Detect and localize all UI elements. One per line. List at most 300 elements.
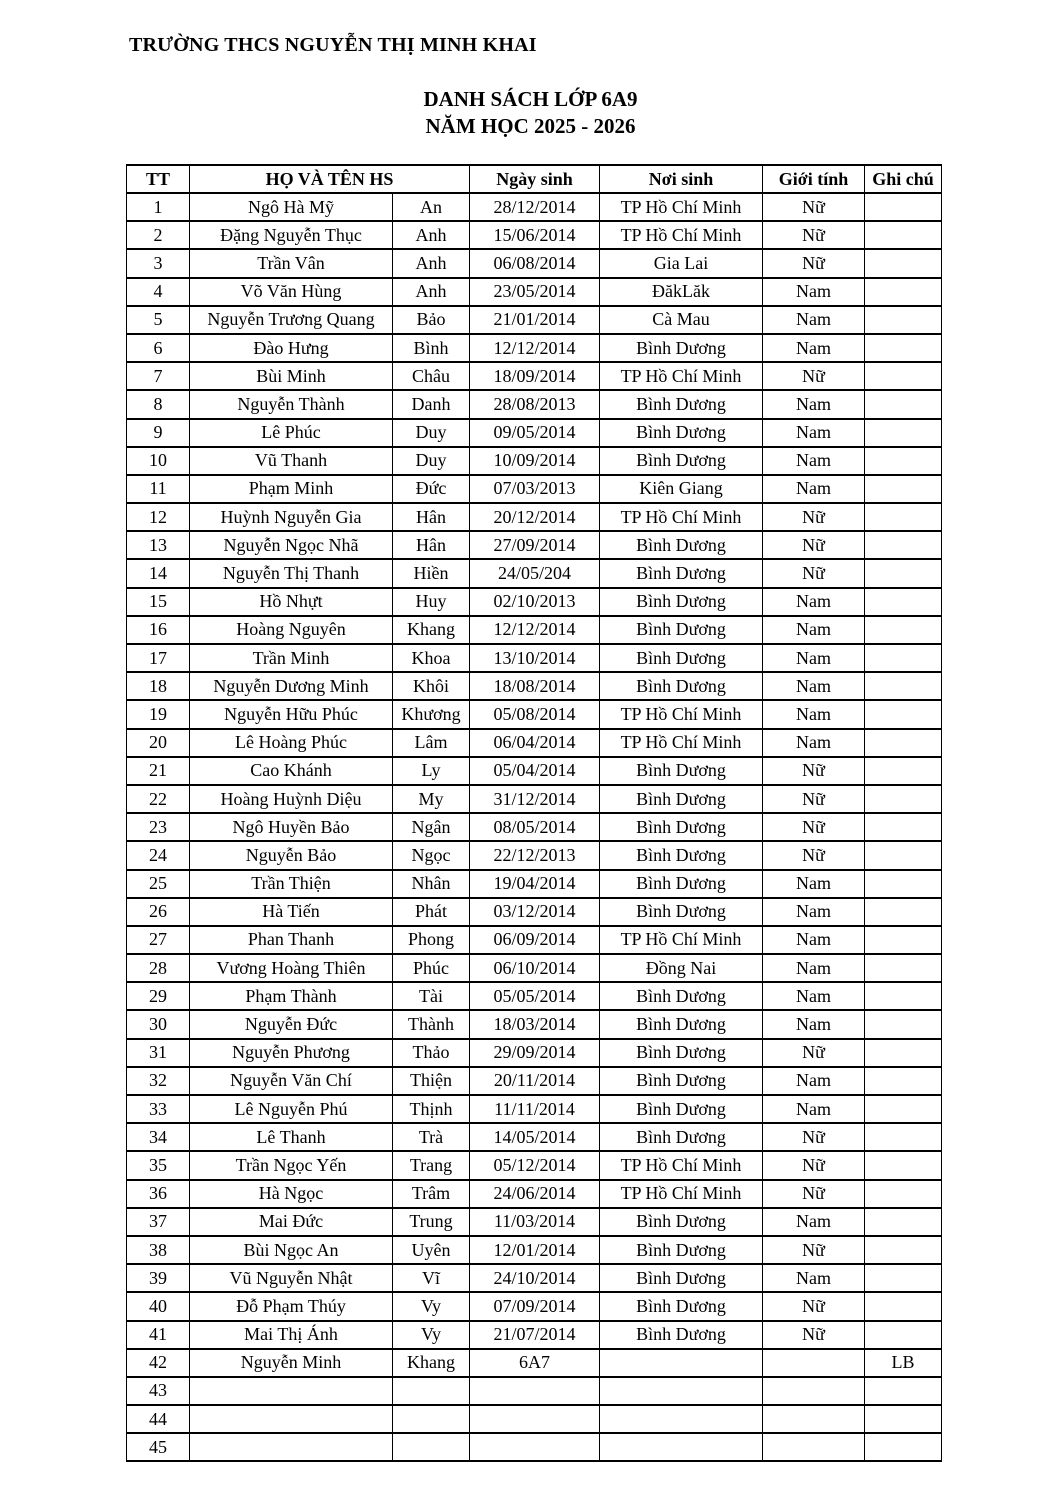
gender-cell: Nữ — [763, 841, 865, 869]
birth-place-cell: Bình Dương — [600, 644, 763, 672]
student-first-name-cell: Anh — [393, 249, 470, 277]
birth-place-cell: Bình Dương — [600, 757, 763, 785]
birth-place-cell: Bình Dương — [600, 1095, 763, 1123]
row-number-cell: 28 — [127, 954, 190, 982]
student-last-name-cell: Đặng Nguyễn Thục — [190, 221, 393, 249]
birth-date-cell: 23/05/2014 — [470, 278, 600, 306]
row-number-cell: 31 — [127, 1039, 190, 1067]
student-first-name-cell: Bảo — [393, 306, 470, 334]
gender-cell: Nữ — [763, 1292, 865, 1320]
birth-place-cell: Bình Dương — [600, 559, 763, 587]
student-first-name-cell: Ly — [393, 757, 470, 785]
note-cell — [865, 249, 942, 277]
row-number-cell: 32 — [127, 1067, 190, 1095]
row-number-cell: 34 — [127, 1123, 190, 1151]
student-first-name-cell: Hân — [393, 503, 470, 531]
table-row — [127, 1123, 942, 1151]
note-cell — [865, 644, 942, 672]
birth-place-cell: Bình Dương — [600, 419, 763, 447]
row-number-cell: 12 — [127, 503, 190, 531]
birth-place-cell: TP Hồ Chí Minh — [600, 926, 763, 954]
student-last-name-cell: Nguyễn Ngọc Nhã — [190, 531, 393, 559]
gender-cell: Nữ — [763, 193, 865, 221]
birth-place-cell: TP Hồ Chí Minh — [600, 1180, 763, 1208]
student-last-name-cell: Vũ Nguyễn Nhật — [190, 1264, 393, 1292]
student-last-name-cell: Lê Phúc — [190, 419, 393, 447]
student-first-name-cell: Tài — [393, 982, 470, 1010]
row-number-cell: 42 — [127, 1349, 190, 1377]
row-number-cell: 22 — [127, 785, 190, 813]
birth-date-cell: 28/08/2013 — [470, 390, 600, 418]
gender-cell: Nam — [763, 700, 865, 728]
row-number-cell: 10 — [127, 447, 190, 475]
gender-cell — [763, 1377, 865, 1405]
birth-date-cell: 11/03/2014 — [470, 1208, 600, 1236]
birth-place-cell: Bình Dương — [600, 1292, 763, 1320]
birth-place-cell: Bình Dương — [600, 1067, 763, 1095]
note-cell — [865, 870, 942, 898]
birth-date-cell: 12/01/2014 — [470, 1236, 600, 1264]
birth-place-cell — [600, 1377, 763, 1405]
gender-cell: Nam — [763, 672, 865, 700]
student-last-name-cell: Đỗ Phạm Thúy — [190, 1292, 393, 1320]
birth-date-cell: 13/10/2014 — [470, 644, 600, 672]
student-last-name-cell — [190, 1405, 393, 1433]
student-first-name-cell: Anh — [393, 278, 470, 306]
row-number-cell: 11 — [127, 475, 190, 503]
row-number-cell: 43 — [127, 1377, 190, 1405]
row-number-cell: 36 — [127, 1180, 190, 1208]
row-number-cell: 7 — [127, 362, 190, 390]
gender-cell: Nam — [763, 588, 865, 616]
row-number-cell: 26 — [127, 898, 190, 926]
row-number-cell: 37 — [127, 1208, 190, 1236]
note-cell — [865, 447, 942, 475]
birth-place-cell: Bình Dương — [600, 588, 763, 616]
student-last-name-cell: Mai Thị Ánh — [190, 1321, 393, 1349]
row-number-cell: 17 — [127, 644, 190, 672]
student-first-name-cell: Thiện — [393, 1067, 470, 1095]
note-cell — [865, 954, 942, 982]
note-cell — [865, 1039, 942, 1067]
note-cell — [865, 531, 942, 559]
table-row — [127, 898, 942, 926]
birth-place-cell: TP Hồ Chí Minh — [600, 700, 763, 728]
gender-cell: Nam — [763, 1208, 865, 1236]
table-row — [127, 1321, 942, 1349]
table-row — [127, 757, 942, 785]
roster-body — [127, 193, 942, 1461]
student-first-name-cell: Trang — [393, 1151, 470, 1179]
student-first-name-cell: An — [393, 193, 470, 221]
row-number-cell: 19 — [127, 700, 190, 728]
table-row — [127, 616, 942, 644]
student-last-name-cell: Đào Hưng — [190, 334, 393, 362]
note-cell — [865, 1292, 942, 1320]
student-first-name-cell: Thành — [393, 1010, 470, 1038]
note-cell — [865, 616, 942, 644]
row-number-cell: 41 — [127, 1321, 190, 1349]
note-cell — [865, 334, 942, 362]
birth-date-cell: 24/05/204 — [470, 559, 600, 587]
row-number-cell: 16 — [127, 616, 190, 644]
table-row — [127, 1292, 942, 1320]
birth-place-cell: Bình Dương — [600, 1321, 763, 1349]
gender-cell: Nam — [763, 982, 865, 1010]
gender-cell: Nam — [763, 870, 865, 898]
student-first-name-cell: Vy — [393, 1292, 470, 1320]
gender-cell: Nữ — [763, 1123, 865, 1151]
table-row — [127, 1180, 942, 1208]
birth-date-cell: 20/11/2014 — [470, 1067, 600, 1095]
row-number-cell: 38 — [127, 1236, 190, 1264]
student-last-name-cell: Hà Ngọc — [190, 1180, 393, 1208]
birth-place-cell: Bình Dương — [600, 982, 763, 1010]
birth-date-cell: 02/10/2013 — [470, 588, 600, 616]
birth-date-cell: 05/04/2014 — [470, 757, 600, 785]
note-cell — [865, 982, 942, 1010]
student-first-name-cell: Nhân — [393, 870, 470, 898]
class-roster-table — [126, 164, 942, 1462]
birth-place-cell — [600, 1405, 763, 1433]
note-cell — [865, 1123, 942, 1151]
header-pob: Nơi sinh — [600, 165, 763, 193]
birth-date-cell: 18/08/2014 — [470, 672, 600, 700]
gender-cell: Nam — [763, 644, 865, 672]
student-last-name-cell: Võ Văn Hùng — [190, 278, 393, 306]
student-last-name-cell: Nguyễn Thành — [190, 390, 393, 418]
note-cell — [865, 1433, 942, 1461]
birth-date-cell: 09/05/2014 — [470, 419, 600, 447]
birth-date-cell: 06/04/2014 — [470, 729, 600, 757]
birth-date-cell: 05/12/2014 — [470, 1151, 600, 1179]
student-last-name-cell: Nguyễn Trương Quang — [190, 306, 393, 334]
note-cell — [865, 1405, 942, 1433]
birth-place-cell: Gia Lai — [600, 249, 763, 277]
gender-cell: Nam — [763, 898, 865, 926]
student-first-name-cell: Khương — [393, 700, 470, 728]
birth-date-cell: 21/01/2014 — [470, 306, 600, 334]
table-row — [127, 362, 942, 390]
gender-cell: Nữ — [763, 1236, 865, 1264]
gender-cell: Nữ — [763, 362, 865, 390]
document-subtitle: NĂM HỌC 2025 - 2026 — [425, 114, 636, 138]
note-cell — [865, 813, 942, 841]
student-first-name-cell: Vy — [393, 1321, 470, 1349]
student-last-name-cell: Trần Minh — [190, 644, 393, 672]
row-number-cell: 29 — [127, 982, 190, 1010]
student-first-name-cell: Danh — [393, 390, 470, 418]
student-last-name-cell: Hoàng Nguyên — [190, 616, 393, 644]
row-number-cell: 15 — [127, 588, 190, 616]
student-first-name-cell — [393, 1405, 470, 1433]
birth-date-cell — [470, 1377, 600, 1405]
table-row — [127, 1236, 942, 1264]
student-first-name-cell: Bình — [393, 334, 470, 362]
note-cell — [865, 1208, 942, 1236]
student-first-name-cell: Hân — [393, 531, 470, 559]
gender-cell: Nam — [763, 729, 865, 757]
birth-date-cell: 18/09/2014 — [470, 362, 600, 390]
note-cell — [865, 841, 942, 869]
birth-date-cell: 11/11/2014 — [470, 1095, 600, 1123]
gender-cell: Nữ — [763, 249, 865, 277]
student-first-name-cell: Phát — [393, 898, 470, 926]
table-row — [127, 475, 942, 503]
birth-place-cell: Bình Dương — [600, 898, 763, 926]
birth-date-cell: 12/12/2014 — [470, 616, 600, 644]
note-cell — [865, 785, 942, 813]
table-header-row — [127, 165, 942, 193]
birth-date-cell: 27/09/2014 — [470, 531, 600, 559]
document-title: DANH SÁCH LỚP 6A9 — [423, 87, 638, 111]
school-name: TRƯỜNG THCS NGUYỄN THỊ MINH KHAI — [129, 34, 537, 56]
birth-date-cell: 03/12/2014 — [470, 898, 600, 926]
student-first-name-cell: My — [393, 785, 470, 813]
table-row — [127, 306, 942, 334]
birth-place-cell: Bình Dương — [600, 672, 763, 700]
row-number-cell: 39 — [127, 1264, 190, 1292]
table-row — [127, 559, 942, 587]
table-row — [127, 503, 942, 531]
table-row — [127, 982, 942, 1010]
student-last-name-cell: Lê Nguyễn Phú — [190, 1095, 393, 1123]
table-row — [127, 813, 942, 841]
gender-cell: Nữ — [763, 559, 865, 587]
note-cell — [865, 1010, 942, 1038]
birth-date-cell: 05/05/2014 — [470, 982, 600, 1010]
gender-cell: Nữ — [763, 503, 865, 531]
table-row — [127, 954, 942, 982]
student-first-name-cell: Khôi — [393, 672, 470, 700]
note-cell — [865, 672, 942, 700]
row-number-cell: 9 — [127, 419, 190, 447]
gender-cell: Nam — [763, 447, 865, 475]
note-cell — [865, 700, 942, 728]
birth-place-cell: TP Hồ Chí Minh — [600, 362, 763, 390]
note-cell — [865, 1180, 942, 1208]
birth-place-cell: Bình Dương — [600, 1236, 763, 1264]
row-number-cell: 40 — [127, 1292, 190, 1320]
student-first-name-cell: Khang — [393, 616, 470, 644]
note-cell — [865, 390, 942, 418]
table-row — [127, 926, 942, 954]
gender-cell: Nam — [763, 616, 865, 644]
student-last-name-cell: Nguyễn Văn Chí — [190, 1067, 393, 1095]
birth-date-cell: 08/05/2014 — [470, 813, 600, 841]
student-last-name-cell: Phạm Minh — [190, 475, 393, 503]
birth-place-cell: Bình Dương — [600, 1039, 763, 1067]
student-first-name-cell: Đức — [393, 475, 470, 503]
student-last-name-cell: Vũ Thanh — [190, 447, 393, 475]
table-row — [127, 334, 942, 362]
student-last-name-cell: Trần Thiện — [190, 870, 393, 898]
birth-place-cell: Bình Dương — [600, 1123, 763, 1151]
student-last-name-cell: Trần Vân — [190, 249, 393, 277]
table-row — [127, 1067, 942, 1095]
gender-cell: Nữ — [763, 1039, 865, 1067]
student-last-name-cell: Lê Hoàng Phúc — [190, 729, 393, 757]
table-row — [127, 672, 942, 700]
student-last-name-cell: Hồ Nhựt — [190, 588, 393, 616]
student-first-name-cell: Châu — [393, 362, 470, 390]
gender-cell: Nam — [763, 419, 865, 447]
note-cell: LB — [865, 1349, 942, 1377]
table-row — [127, 1433, 942, 1461]
row-number-cell: 35 — [127, 1151, 190, 1179]
birth-place-cell: ĐăkLăk — [600, 278, 763, 306]
birth-place-cell: Bình Dương — [600, 785, 763, 813]
table-row — [127, 221, 942, 249]
student-last-name-cell: Phan Thanh — [190, 926, 393, 954]
student-first-name-cell: Thịnh — [393, 1095, 470, 1123]
birth-date-cell: 05/08/2014 — [470, 700, 600, 728]
row-number-cell: 25 — [127, 870, 190, 898]
gender-cell: Nữ — [763, 785, 865, 813]
note-cell — [865, 419, 942, 447]
gender-cell: Nam — [763, 475, 865, 503]
birth-date-cell — [470, 1433, 600, 1461]
row-number-cell: 3 — [127, 249, 190, 277]
gender-cell: Nữ — [763, 1180, 865, 1208]
birth-date-cell: 29/09/2014 — [470, 1039, 600, 1067]
row-number-cell: 45 — [127, 1433, 190, 1461]
student-last-name-cell: Lê Thanh — [190, 1123, 393, 1151]
row-number-cell: 2 — [127, 221, 190, 249]
gender-cell: Nam — [763, 1067, 865, 1095]
student-first-name-cell: Trung — [393, 1208, 470, 1236]
table-row — [127, 1208, 942, 1236]
table-row — [127, 870, 942, 898]
birth-place-cell: TP Hồ Chí Minh — [600, 1151, 763, 1179]
note-cell — [865, 1321, 942, 1349]
gender-cell: Nam — [763, 1264, 865, 1292]
birth-place-cell: Cà Mau — [600, 306, 763, 334]
note-cell — [865, 503, 942, 531]
student-first-name-cell — [393, 1433, 470, 1461]
student-first-name-cell: Trà — [393, 1123, 470, 1151]
birth-place-cell: Bình Dương — [600, 447, 763, 475]
table-row — [127, 1151, 942, 1179]
note-cell — [865, 306, 942, 334]
note-cell — [865, 1067, 942, 1095]
note-cell — [865, 926, 942, 954]
birth-date-cell: 31/12/2014 — [470, 785, 600, 813]
header-note: Ghi chú — [865, 165, 942, 193]
student-first-name-cell: Hiền — [393, 559, 470, 587]
birth-date-cell: 19/04/2014 — [470, 870, 600, 898]
gender-cell: Nữ — [763, 813, 865, 841]
student-last-name-cell: Huỳnh Nguyễn Gia — [190, 503, 393, 531]
student-last-name-cell — [190, 1433, 393, 1461]
birth-date-cell: 18/03/2014 — [470, 1010, 600, 1038]
table-row — [127, 841, 942, 869]
birth-date-cell: 06/08/2014 — [470, 249, 600, 277]
gender-cell — [763, 1433, 865, 1461]
row-number-cell: 8 — [127, 390, 190, 418]
birth-place-cell: Bình Dương — [600, 334, 763, 362]
row-number-cell: 21 — [127, 757, 190, 785]
gender-cell: Nữ — [763, 757, 865, 785]
student-first-name-cell: Trâm — [393, 1180, 470, 1208]
note-cell — [865, 475, 942, 503]
table-row — [127, 390, 942, 418]
student-first-name-cell: Khoa — [393, 644, 470, 672]
student-first-name-cell: Lâm — [393, 729, 470, 757]
table-row — [127, 1377, 942, 1405]
birth-date-cell: 10/09/2014 — [470, 447, 600, 475]
gender-cell: Nữ — [763, 221, 865, 249]
row-number-cell: 23 — [127, 813, 190, 841]
student-first-name-cell: Anh — [393, 221, 470, 249]
student-first-name-cell: Duy — [393, 447, 470, 475]
birth-date-cell: 07/03/2013 — [470, 475, 600, 503]
birth-place-cell: Bình Dương — [600, 813, 763, 841]
note-cell — [865, 588, 942, 616]
note-cell — [865, 1095, 942, 1123]
note-cell — [865, 362, 942, 390]
note-cell — [865, 757, 942, 785]
table-row — [127, 1010, 942, 1038]
student-last-name-cell: Nguyễn Thị Thanh — [190, 559, 393, 587]
student-first-name-cell: Khang — [393, 1349, 470, 1377]
gender-cell: Nữ — [763, 1321, 865, 1349]
note-cell — [865, 1236, 942, 1264]
row-number-cell: 27 — [127, 926, 190, 954]
row-number-cell: 20 — [127, 729, 190, 757]
birth-date-cell — [470, 1405, 600, 1433]
birth-place-cell: Đồng Nai — [600, 954, 763, 982]
table-row — [127, 419, 942, 447]
student-first-name-cell: Uyên — [393, 1236, 470, 1264]
gender-cell: Nam — [763, 1095, 865, 1123]
birth-place-cell — [600, 1433, 763, 1461]
birth-place-cell: Bình Dương — [600, 1208, 763, 1236]
note-cell — [865, 1264, 942, 1292]
gender-cell: Nam — [763, 926, 865, 954]
student-first-name-cell — [393, 1377, 470, 1405]
table-row — [127, 531, 942, 559]
row-number-cell: 18 — [127, 672, 190, 700]
student-last-name-cell: Ngô Huyền Bảo — [190, 813, 393, 841]
birth-place-cell: Kiên Giang — [600, 475, 763, 503]
student-first-name-cell: Ngọc — [393, 841, 470, 869]
birth-place-cell: TP Hồ Chí Minh — [600, 221, 763, 249]
birth-place-cell: Bình Dương — [600, 1010, 763, 1038]
table-row — [127, 729, 942, 757]
table-row — [127, 249, 942, 277]
gender-cell: Nam — [763, 1010, 865, 1038]
table-row — [127, 447, 942, 475]
student-last-name-cell: Nguyễn Hữu Phúc — [190, 700, 393, 728]
table-row — [127, 644, 942, 672]
row-number-cell: 33 — [127, 1095, 190, 1123]
birth-place-cell: Bình Dương — [600, 616, 763, 644]
row-number-cell: 13 — [127, 531, 190, 559]
student-first-name-cell: Vĩ — [393, 1264, 470, 1292]
table-row — [127, 1095, 942, 1123]
note-cell — [865, 1377, 942, 1405]
birth-place-cell: Bình Dương — [600, 1264, 763, 1292]
student-last-name-cell: Nguyễn Phương — [190, 1039, 393, 1067]
student-last-name-cell: Cao Khánh — [190, 757, 393, 785]
student-last-name-cell: Bùi Ngọc An — [190, 1236, 393, 1264]
note-cell — [865, 278, 942, 306]
birth-date-cell: 24/10/2014 — [470, 1264, 600, 1292]
student-last-name-cell: Vương Hoàng Thiên — [190, 954, 393, 982]
birth-place-cell: Bình Dương — [600, 531, 763, 559]
gender-cell: Nữ — [763, 1151, 865, 1179]
